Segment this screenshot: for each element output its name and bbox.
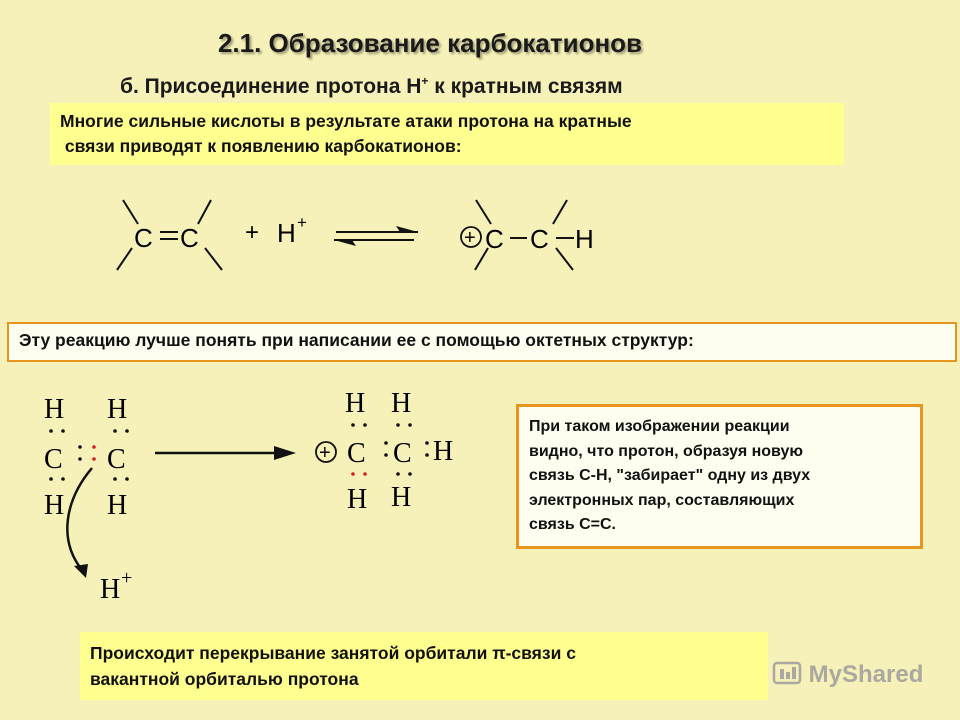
electron: [113, 477, 117, 481]
electron: [49, 429, 53, 433]
reactant-h-top-right: H: [107, 394, 128, 425]
electron-red: [351, 472, 355, 476]
electron: [78, 445, 82, 449]
electron: [125, 477, 129, 481]
electron: [61, 477, 65, 481]
product-h-bottom-right: H: [391, 482, 412, 513]
alkene-carbon-right: C: [180, 223, 199, 253]
intro-box: [50, 103, 844, 165]
electron: [396, 423, 400, 427]
electron: [408, 472, 412, 476]
alkene-bond-lower-right: [205, 248, 222, 270]
product-carbon-left: C: [347, 438, 366, 469]
reactant-carbon-left: C: [44, 444, 63, 475]
subtitle-rest: к кратным связям: [428, 75, 623, 98]
product-carbon-right: C: [393, 438, 412, 469]
intro-line-2: связи приводят к появлению карбокатионов:: [60, 136, 462, 156]
watermark-text: MyShared: [808, 661, 924, 688]
intro-line-1: Многие сильные кислоты в результате атаки протона на кратные: [60, 111, 632, 131]
reactant-carbon-right: C: [107, 444, 126, 475]
alkene-bond-upper-right: [198, 200, 211, 224]
electron: [396, 472, 400, 476]
electron: [49, 477, 53, 481]
explanation-line-4: электронных пар, составляющих: [529, 491, 795, 509]
electron-red: [363, 472, 367, 476]
alkene-bond-upper-left: [123, 200, 138, 224]
proton-symbol: H: [277, 218, 296, 248]
page-subtitle: [120, 74, 623, 99]
proton-charge: +: [297, 213, 307, 232]
octet-diagram: [0, 380, 510, 620]
footer-note-box: [80, 632, 768, 700]
watermark: [772, 660, 923, 689]
leaving-proton: H: [100, 574, 121, 605]
curved-arrow-head: [74, 564, 88, 578]
electron: [363, 423, 367, 427]
reaction-arrow-head: [274, 446, 296, 460]
plus-sign: +: [245, 219, 260, 246]
explanation-box: [516, 404, 923, 549]
electron: [408, 423, 412, 427]
octet-cation-charge: +: [319, 442, 331, 464]
product-h-top-left: H: [345, 388, 366, 419]
product-bond-lower-right: [556, 248, 573, 270]
cation-charge: +: [464, 227, 476, 249]
watermark-logo-icon: [772, 660, 802, 686]
page-title: 2.1. Образование карбокатионов: [217, 28, 643, 58]
product-h-top-right: H: [391, 388, 412, 419]
footer-line-2: вакантной орбиталью протона: [90, 669, 359, 689]
leaving-proton-charge: +: [121, 567, 133, 589]
electron: [78, 457, 82, 461]
product-carbon-right: C: [530, 224, 549, 254]
product-h-bottom-left: H: [347, 484, 368, 515]
electron: [113, 429, 117, 433]
product-carbon-left: C: [485, 224, 504, 254]
electron-red: [92, 445, 96, 449]
subtitle-charge: +: [421, 74, 429, 88]
footer-line-1: Происходит перекрывание занятой орбитали π-связи с: [90, 643, 576, 663]
electron: [125, 429, 129, 433]
product-bond-upper-right: [553, 200, 567, 224]
reactant-h-bottom-right: H: [107, 490, 128, 521]
reactant-h-top-left: H: [44, 394, 65, 425]
product-h-right: H: [433, 436, 454, 467]
electron: [384, 453, 388, 457]
alkene-carbon-left: C: [134, 223, 153, 253]
octet-note-box: [7, 322, 957, 362]
explanation-line-2: видно, что протон, образуя новую: [529, 442, 804, 460]
subtitle-main: б. Присоединение протона Н: [120, 75, 422, 98]
reaction-equation: [0, 180, 700, 320]
curved-electron-arrow: [67, 468, 92, 570]
electron: [425, 453, 429, 457]
explanation-line-5: связь С=С.: [529, 516, 616, 533]
explanation-line-3: связь С-Н, "забирает" одну из двух: [529, 467, 811, 484]
electron: [351, 423, 355, 427]
product-hydrogen: H: [575, 224, 594, 254]
electron-red: [92, 457, 96, 461]
electron: [425, 441, 429, 445]
explanation-line-1: При таком изображении реакции: [529, 418, 790, 435]
electron: [61, 429, 65, 433]
reactant-h-bottom-left: H: [44, 490, 65, 521]
product-bond-upper-left: [476, 200, 491, 224]
alkene-bond-lower-left: [117, 248, 132, 270]
electron: [384, 441, 388, 445]
octet-note-text: Эту реакцию лучше понять при написании ее с помощью октетных структур:: [19, 330, 694, 350]
